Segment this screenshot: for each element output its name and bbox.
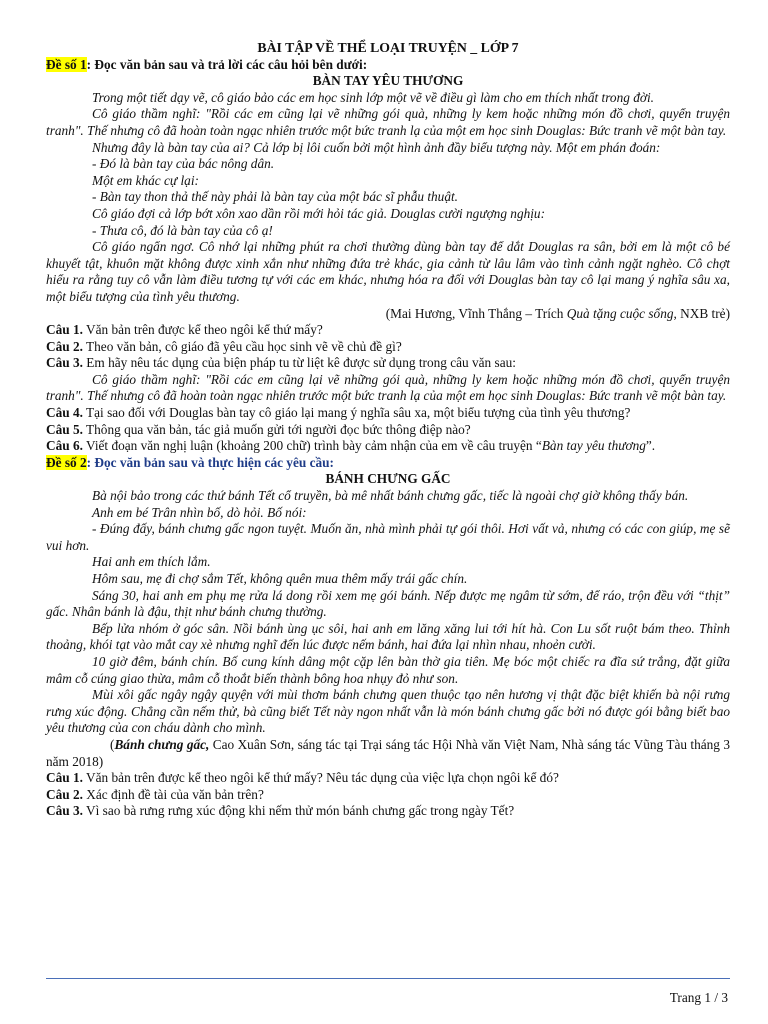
- question-title-italic: Bàn tay yêu thương: [541, 438, 646, 454]
- question-label: Câu 6.: [46, 438, 83, 454]
- de1-question-5: [46, 422, 730, 439]
- de1-paragraph: Nhưng đây là bàn tay của ai? Cả lớp bị lôi cuốn bởi một hình ảnh đầy biểu tượng này. Một em phán đoán:: [92, 139, 661, 155]
- de1-question-2: [46, 339, 730, 356]
- question-text: Văn bản trên được kể theo ngôi kể thứ mấy?: [82, 322, 323, 338]
- de2-question-3: [46, 803, 730, 820]
- de1-label: Đề số 1: [46, 56, 87, 72]
- question-text: Văn bản trên được kể theo ngôi kể thứ mấy? Nêu tác dụng của việc lựa chọn ngôi kể đó?: [82, 770, 559, 786]
- de2-question-1: [46, 770, 730, 787]
- question-text: Em hãy nêu tác dụng của biện pháp tu từ liệt kê được sử dụng trong câu văn sau:: [82, 355, 516, 371]
- question-label: Câu 5.: [46, 421, 83, 437]
- de1-source: [46, 306, 730, 323]
- de1-source-pre: (Mai Hương, Vĩnh Thắng – Trích: [385, 305, 567, 321]
- de2-paragraph: 10 giờ đêm, bánh chín. Bố cung kính dâng một cặp lên bàn thờ gia tiên. Mẹ bóc một chiếc ra đĩa sứ trắng, đặt giữa mâm cỗ cúng giao thừa, mâm cỗ thoắt biến thành bông hoa nhụy đỏ như son.: [46, 653, 730, 686]
- de1-question-3-quote: Cô giáo thầm nghĩ: "Rồi các em cũng lại vẽ những gói quà, những ly kem hoặc những món đồ chơi, quyển truyện tranh". Thế nhưng cô đã hoàn toàn ngạc nhiên trước một bức tranh lạ của một em học sinh Douglas: Bức tranh vẽ một bàn tay.: [46, 371, 730, 404]
- de1-paragraph: - Thưa cô, đó là bàn tay của cô ạ!: [92, 222, 273, 238]
- de1-paragraph: Cô giáo thầm nghĩ: "Rồi các em cũng lại vẽ những gói quà, những ly kem hoặc những món đồ chơi, quyển truyện tranh". Thế nhưng cô đã hoàn toàn ngạc nhiên trước một bức tranh lạ của một em học sinh Douglas: Bức tranh vẽ một bàn tay.: [46, 106, 730, 138]
- de2-paragraph: Bếp lửa nhóm ở góc sân. Nồi bánh ùng ục sôi, hai anh em lăng xăng lui tới hít hà. Con Lu sốt ruột bám theo. Thỉnh thoảng, khói tạt vào mắt cay xè nhưng nghĩ đến lúc được nếm bánh, hai đứa lại nhìn nhau, nhoẻn cười.: [46, 620, 730, 653]
- de2-paragraph: Hai anh em thích lắm.: [92, 554, 211, 570]
- de1-story-title: BÀN TAY YÊU THƯƠNG: [312, 73, 464, 89]
- de2-paragraph: Mùi xôi gấc ngây ngậy quyện với mùi thơm bánh chưng quen thuộc tạo nên hương vị thật đặc biệt khiến bà nội rưng rưng xúc động. Chẳng cần nếm thử, bà cũng biết Tết này ngon nhất vẫn là món bánh chưng gấc bởi nó được gói bằng biết bao yêu thương của con cháu dành cho mình.: [46, 687, 730, 736]
- de1-source-post: , NXB trẻ): [673, 305, 730, 321]
- de1-heading: [46, 57, 730, 74]
- de1-question-4: [46, 405, 730, 422]
- question-text: Vì sao bà rưng rưng xúc động khi nếm thử món bánh chưng gấc trong ngày Tết?: [82, 803, 515, 819]
- question-text: Tại sao đối với Douglas bàn tay cô giáo lại mang ý nghĩa sâu xa, một biểu tượng của tình yêu thương?: [82, 405, 631, 421]
- question-label: Câu 4.: [46, 405, 83, 421]
- de1-question-1: [46, 322, 730, 339]
- de2-story-title: BÁNH CHƯNG GẤC: [325, 471, 451, 487]
- question-label: Câu 3.: [46, 803, 83, 819]
- de1-paragraph: - Đó là bàn tay của bác nông dân.: [92, 156, 275, 172]
- de2-paragraph: Hôm sau, mẹ đi chợ sắm Tết, không quên mua thêm mấy trái gấc chín.: [92, 571, 468, 586]
- de1-paragraph: Một em khác cự lại:: [92, 172, 199, 188]
- document-title: BÀI TẬP VỀ THỂ LOẠI TRUYỆN _ LỚP 7: [257, 40, 519, 55]
- document-page: [46, 40, 730, 820]
- de2-question-2: [46, 787, 730, 804]
- question-label: Câu 1.: [46, 322, 83, 338]
- de1-paragraph: Cô giáo đợi cả lớp bớt xôn xao dần rồi mới hỏi tác giả. Douglas cười ngượng nghịu:: [92, 205, 546, 221]
- de2-paragraph: Anh em bé Trân nhìn bố, dò hỏi. Bố nói:: [92, 504, 307, 520]
- question-text: Thông qua văn bản, tác giả muốn gửi tới người đọc bức thông điệp nào?: [82, 421, 471, 437]
- de2-paragraph: Sáng 30, hai anh em phụ mẹ rửa lá dong rồi xem mẹ gói bánh. Nếp được mẹ ngâm từ sớm, để ráo, trộn đều với “thịt” gấc. Nhân bánh là đậu, thịt như bánh chưng thường.: [46, 587, 730, 620]
- question-label: Câu 3.: [46, 355, 83, 371]
- de1-question-6: [46, 438, 730, 455]
- de2-source-rest: Cao Xuân Sơn, sáng tác tại Trại sáng tác Hội Nhà văn Việt Nam, Nhà sáng tác Vũng Tàu tháng 3 năm 2018): [46, 736, 730, 769]
- question-text-end: ”.: [645, 438, 656, 454]
- page-number: Trang 1 / 3: [669, 990, 728, 1005]
- question-label: Câu 1.: [46, 770, 83, 786]
- question-text: Theo văn bản, cô giáo đã yêu cầu học sinh vẽ về chủ đề gì?: [82, 338, 402, 354]
- question-label: Câu 2.: [46, 338, 83, 354]
- de1-paragraph: Cô giáo ngẩn ngơ. Cô nhớ lại những phút ra chơi thường dùng bàn tay để dắt Douglas ra sân, bởi em là một cô bé khuyết tật, khuôn mặt không được xinh xắn như những đứa trẻ khác, gia cảnh từ lâu lâm vào tình cảnh ngặt nghèo. Cô chợt hiểu ra rằng tuy cô vẫn làm điều tương tự với các em khác, nhưng hóa ra đối với Douglas bàn tay cô lại mang ý nghĩa sâu xa, một biểu tượng của tình yêu thương.: [46, 239, 730, 304]
- de2-paragraph: - Đúng đấy, bánh chưng gấc ngon tuyệt. Muốn ăn, nhà mình phải tự gói thôi. Hơi vất vả, nhưng có các con giúp, mẹ sẽ vui hơn.: [46, 521, 730, 553]
- de2-source: (Bánh chưng gấc, Cao Xuân Sơn, sáng tác tại Trại sáng tác Hội Nhà văn Việt Nam, Nhà sáng tác Vũng Tàu tháng 3 năm 2018): [46, 736, 730, 769]
- de2-label: Đề số 2: [46, 454, 87, 470]
- de1-paragraph: Trong một tiết dạy vẽ, cô giáo bảo các em học sinh lớp một vẽ về điều gì làm cho em thích nhất trong đời.: [92, 89, 654, 105]
- question-text: Xác định đề tài của văn bản trên?: [82, 786, 264, 802]
- de1-question-3: [46, 355, 730, 372]
- de1-paragraph: - Bàn tay thon thả thế này phải là bàn tay của một bác sĩ phẫu thuật.: [92, 189, 458, 205]
- de2-instruction: : Đọc văn bản sau và thực hiện các yêu cầu:: [86, 454, 334, 470]
- de2-paragraph: Bà nội bảo trong các thứ bánh Tết cổ truyền, bà mê nhất bánh chưng gấc, tiếc là ngoài chợ giờ không thấy bán.: [92, 488, 689, 504]
- de2-heading: [46, 455, 730, 472]
- de2-source-book: Bánh chưng gấc,: [114, 736, 210, 752]
- question-text: Viết đoạn văn nghị luận (khoảng 200 chữ) trình bày cảm nhận của em về câu truyện “: [82, 438, 542, 454]
- de1-source-book: Quà tặng cuộc sống: [566, 305, 674, 321]
- question-label: Câu 2.: [46, 786, 83, 802]
- de1-instruction: : Đọc văn bản sau và trả lời các câu hỏi bên dưới:: [86, 56, 368, 72]
- footer-divider: [46, 978, 730, 979]
